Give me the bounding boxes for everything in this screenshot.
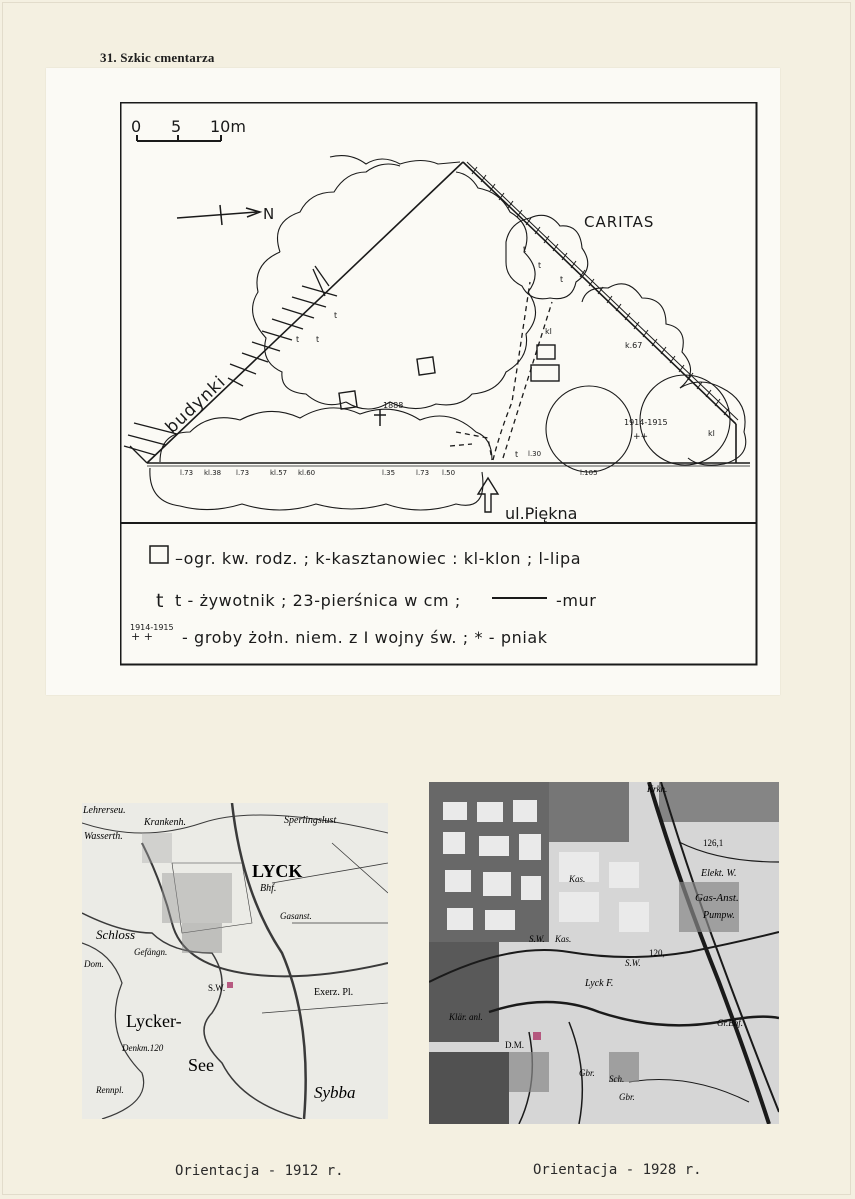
map-1928 <box>429 782 779 1124</box>
tree-label: l.35 <box>382 469 396 477</box>
map-label: Pumpw. <box>703 910 735 921</box>
scale-bar <box>131 117 246 141</box>
buildings-label: budynki <box>161 372 231 438</box>
map-label: See <box>188 1055 214 1075</box>
map-label: Sch. <box>609 1074 625 1084</box>
legend-line-3: - groby żołn. niem. z I wojny św. ; * - pniak <box>182 628 548 647</box>
map-label: Sybba <box>314 1083 356 1102</box>
map-label: Krankenh. <box>144 817 186 828</box>
map-label: Lyck F. <box>585 978 614 989</box>
map-label: Gas-Anst. <box>695 892 739 904</box>
caption-1912: Orientacja - 1912 r. <box>175 1163 344 1179</box>
tree-label: t <box>523 245 527 254</box>
map-label: Gr.Bhf. <box>717 1018 744 1028</box>
tree-label: t <box>515 450 519 459</box>
map-label: Krkh. <box>647 784 668 794</box>
tree-canopies <box>150 156 746 510</box>
tree-label: kl.60 <box>298 469 316 477</box>
page-title: 31. Szkic cmentarza <box>100 50 215 65</box>
cemetery-sketch <box>120 102 760 667</box>
tree-label: l.30 <box>528 450 542 458</box>
map-label: Lycker- <box>126 1011 182 1031</box>
legend-grave-symbol <box>150 546 168 563</box>
map-label: Kas. <box>555 934 572 944</box>
tree-label: kl <box>708 429 715 438</box>
year-1888-label: 1888 <box>383 401 404 410</box>
north-arrow <box>177 205 274 225</box>
map-label: S.W. <box>529 934 545 944</box>
map-label: Bhf. <box>260 883 277 894</box>
legend-line-1: –ogr. kw. rodz. ; k-kasztanowiec : kl-klon ; l-lipa <box>175 549 582 568</box>
caritas-label: CARITAS <box>584 213 655 231</box>
legend-line-2: t - żywotnik ; 23-pierśnica w cm ; <box>175 591 461 610</box>
cemetery-location-mark <box>533 1032 541 1040</box>
buildings-hatching <box>124 266 337 463</box>
scale-label-5: 5 <box>171 117 182 136</box>
map-label: Rennpl. <box>96 1085 124 1095</box>
legend-t-symbol: t <box>156 590 164 612</box>
map-label: Dom. <box>84 959 104 969</box>
tree-label: l.73 <box>416 469 430 477</box>
map-label: LYCK <box>252 861 303 881</box>
map-label: D.M. <box>505 1040 525 1050</box>
tree-label: kl.57 <box>270 469 288 477</box>
cemetery-location-mark <box>227 982 233 988</box>
map-1928-drawing <box>429 782 779 1124</box>
paths <box>450 282 552 460</box>
map-label: Gbr. <box>619 1092 635 1102</box>
family-graves <box>339 345 559 409</box>
map-label: 126,1 <box>703 838 724 848</box>
street-label: ul.Piękna <box>505 504 578 523</box>
map-label: Denkm.120 <box>122 1043 164 1053</box>
tree-label: t <box>334 311 338 320</box>
map-label: Exerz. Pl. <box>314 987 354 998</box>
wall-hatching <box>472 167 729 415</box>
caption-1928: Orientacja - 1928 r. <box>533 1162 702 1178</box>
map-label: 120, <box>649 948 665 958</box>
tree-label: t <box>538 261 542 270</box>
map-label: Lehrerseu. <box>83 805 126 816</box>
legend-line-2-mur: -mur <box>556 591 597 610</box>
map-label: Schloss <box>96 927 135 942</box>
legend-crosses-symbol: + + <box>131 630 153 643</box>
north-label: N <box>263 205 275 223</box>
war-graves-years-label: 1914-1915 <box>624 418 668 427</box>
tree-label: t <box>296 335 300 344</box>
map-label: Klär. anl. <box>449 1012 483 1022</box>
map-label: Gasanst. <box>280 911 312 921</box>
cross-marks <box>374 410 386 426</box>
map-1912 <box>82 803 388 1119</box>
tree-label: kl.38 <box>204 469 222 477</box>
tree-label: kl <box>545 327 552 336</box>
map-label: Sperlingslust <box>284 815 337 826</box>
map-label: Elekt. W. <box>701 868 737 879</box>
war-graves-crosses: ++ <box>633 432 649 442</box>
map-label: Gefängn. <box>134 947 168 957</box>
tree-label: k.67 <box>625 341 643 350</box>
scale-label-10m: 10m <box>210 117 246 136</box>
map-label: S.W. <box>625 958 641 968</box>
scale-label-0: 0 <box>131 117 142 136</box>
map-label: S.W. <box>208 983 226 993</box>
tree-label: l.73 <box>236 469 250 477</box>
map-label: Kas. <box>569 874 586 884</box>
map-label: Gbr. <box>579 1068 595 1078</box>
legend-years-label: 1914-1915 <box>130 623 174 632</box>
tree-label: l.105 <box>580 469 598 477</box>
tree-label: l.73 <box>180 469 194 477</box>
map-label: Wasserth. <box>84 831 123 842</box>
tree-label: t <box>560 275 564 284</box>
tree-label: l.50 <box>442 469 456 477</box>
map-1912-drawing <box>82 803 388 1119</box>
tree-label: t <box>316 335 320 344</box>
